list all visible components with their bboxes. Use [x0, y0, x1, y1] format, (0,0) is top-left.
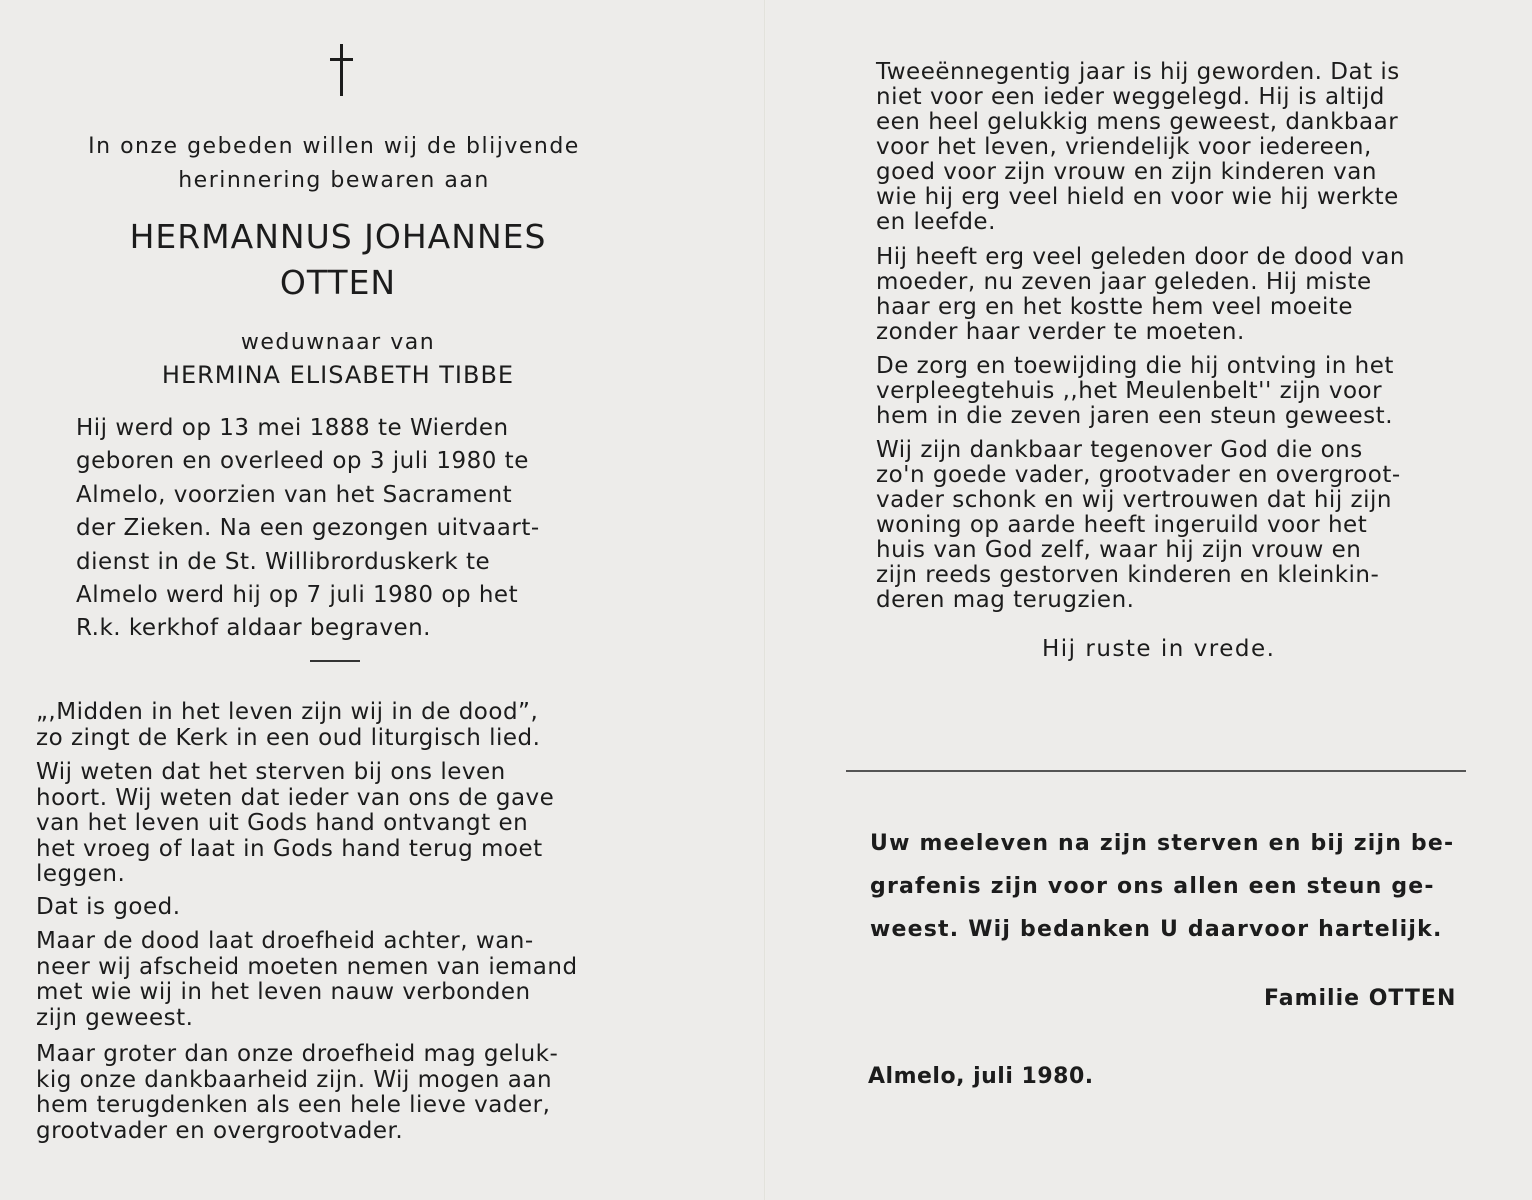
text-line: „,Midden in het leven zijn wij in de dood”,	[36, 699, 539, 725]
text-line: zo'n goede vader, grootvader en overgroot-	[876, 462, 1401, 488]
text-line: hem terugdenken als een hele lieve vader,	[36, 1092, 551, 1118]
cross-icon	[336, 42, 348, 98]
text-line: hem in die zeven jaren een steun geweest.	[876, 403, 1393, 429]
text-line: en leefde.	[876, 209, 996, 235]
biography	[76, 412, 633, 646]
text-line: hoort. Wij weten dat ieder van ons de gave	[36, 784, 555, 811]
bio-line: Almelo, voorzien van het Sacrament	[76, 481, 513, 508]
place-date: Almelo, juli 1980.	[868, 1064, 1094, 1089]
text-line: niet voor een ieder weggelegd. Hij is altijd	[876, 84, 1385, 110]
left-paragraph-4	[36, 929, 630, 1031]
right-paragraph-1	[876, 60, 1466, 235]
text-line: zijn geweest.	[36, 1004, 194, 1031]
bio-line: Almelo werd hij op 7 juli 1980 op het	[76, 582, 519, 609]
right-paragraph-4	[876, 438, 1466, 613]
thanks-line: weest. Wij bedanken U daarvoor hartelijk.	[870, 917, 1443, 942]
intro-line: In onze gebeden willen wij de blijvende	[88, 134, 580, 159]
text-line: grootvader en overgrootvader.	[36, 1117, 404, 1144]
divider-long	[846, 770, 1466, 772]
text-line: het vroeg of laat in Gods hand terug moet	[36, 835, 543, 862]
text-line: De zorg en toewijding die hij ontving in het	[876, 353, 1394, 379]
left-paragraph-3	[36, 895, 630, 921]
text-line: neer wij afscheid moeten nemen van iemand	[36, 953, 578, 980]
bio-line: geboren en overleed op 3 juli 1980 te	[76, 448, 529, 475]
text-line: zijn reeds gestorven kinderen en kleinkin-	[876, 562, 1380, 588]
thanks-line: grafenis zijn voor ons allen een steun ge-	[870, 874, 1435, 899]
thanks-line: Uw meeleven na zijn sterven en bij zijn be-	[870, 831, 1455, 856]
text-line: Maar groter dan onze droefheid mag geluk-	[36, 1041, 559, 1067]
text-line: haar erg en het kostte hem veel moeite	[876, 294, 1354, 320]
fold-line	[764, 0, 766, 1200]
family-signature: Familie OTTEN	[1264, 986, 1457, 1011]
rest-in-peace: Hij ruste in vrede.	[1042, 636, 1276, 662]
left-paragraph-5	[36, 1042, 630, 1144]
text-line: woning op aarde heeft ingeruild voor het	[876, 512, 1368, 538]
bio-line: R.k. kerkhof aldaar begraven.	[76, 615, 431, 642]
deceased-name	[36, 214, 640, 306]
text-line: wie hij erg veel hield en voor wie hij werkte	[876, 184, 1399, 210]
text-line: Wij zijn dankbaar tegenover God die ons	[876, 437, 1363, 463]
divider-short	[310, 660, 360, 662]
text-line: kig onze dankbaarheid zijn. Wij mogen aan	[36, 1066, 553, 1093]
name-line: HERMANNUS JOHANNES	[129, 217, 547, 256]
text-line: vader schonk en wij vertrouwen dat hij zijn	[876, 487, 1392, 513]
text-line: zonder haar verder te moeten.	[876, 319, 1245, 345]
text-line: deren mag terugzien.	[876, 587, 1135, 613]
text-line: moeder, nu zeven jaar geleden. Hij miste	[876, 269, 1372, 295]
text-line: Wij weten dat het sterven bij ons leven	[36, 759, 506, 785]
bio-line: dienst in de St. Willibrorduskerk te	[76, 548, 491, 575]
intro-line: herinnering bewaren aan	[178, 168, 490, 193]
text-line: met wie wij in het leven nauw verbonden	[36, 979, 531, 1005]
text-line: huis van God zelf, waar hij zijn vrouw en	[876, 537, 1362, 563]
text-line: Dat is goed.	[36, 894, 181, 920]
name-line: OTTEN	[279, 263, 397, 302]
text-line: Maar de dood laat droefheid achter, wan-	[36, 928, 534, 954]
right-paragraph-3	[876, 354, 1466, 429]
left-paragraph-2	[36, 760, 630, 888]
text-line: Hij heeft erg veel geleden door de dood van	[876, 244, 1405, 270]
text-line: voor het leven, vriendelijk voor iedereen,	[876, 134, 1372, 160]
text-line: leggen.	[36, 861, 126, 887]
thanks-text	[870, 822, 1462, 951]
text-line: zo zingt de Kerk in een oud liturgisch lied.	[36, 724, 541, 751]
text-line: Tweeënnegentig jaar is hij geworden. Dat is	[876, 59, 1400, 85]
text-line: verpleegtehuis ,,het Meulenbelt'' zijn voor	[876, 378, 1383, 404]
bio-line: Hij werd op 13 mei 1888 te Wierden	[76, 415, 509, 441]
text-line: een heel gelukkig mens geweest, dankbaar	[876, 109, 1399, 135]
bio-line: der Zieken. Na een gezongen uitvaart-	[76, 515, 540, 542]
text-line: goed voor zijn vrouw en zijn kinderen van	[876, 159, 1377, 185]
widower-label: weduwnaar van	[240, 330, 436, 355]
intro-text	[36, 130, 632, 198]
right-paragraph-2	[876, 245, 1466, 345]
text-line: van het leven uit Gods hand ontvangt en	[36, 810, 529, 836]
left-paragraph-1	[36, 700, 630, 751]
spouse-name: HERMINA ELISABETH TIBBE	[161, 361, 515, 389]
